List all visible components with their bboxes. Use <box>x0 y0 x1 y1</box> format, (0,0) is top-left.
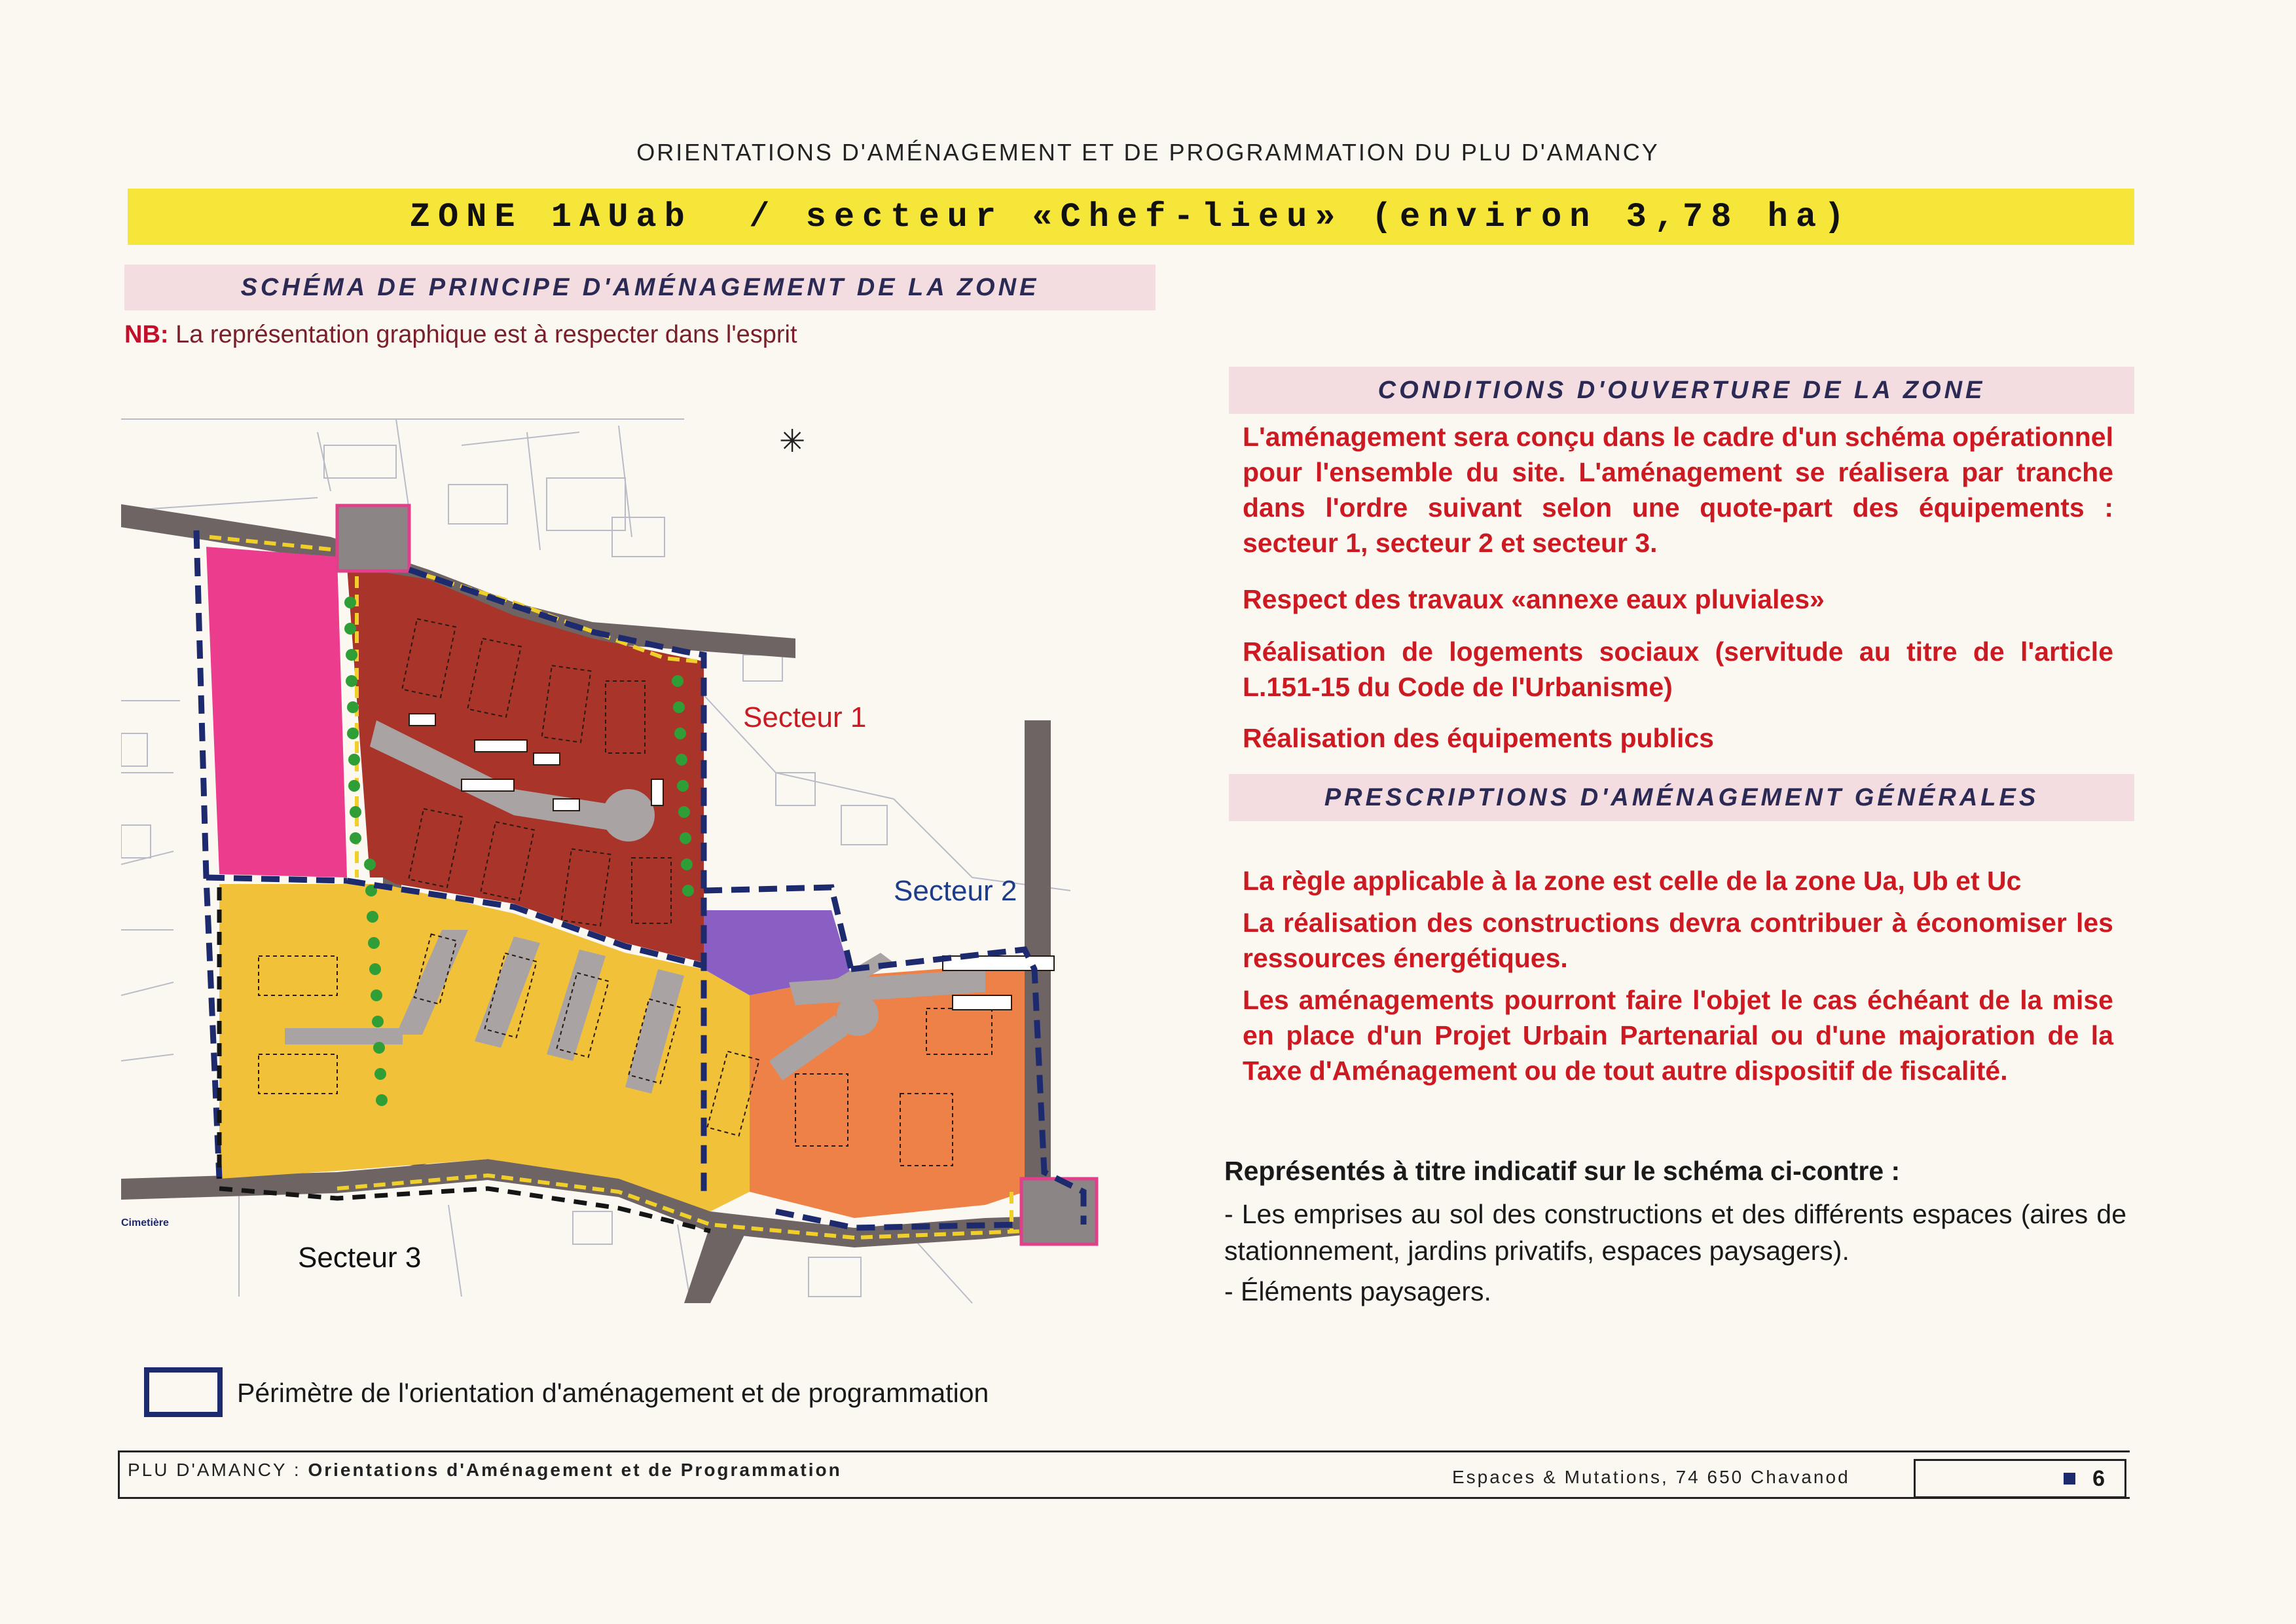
represented-item-1: - Les emprises au sol des constructions et des différents espaces (aires de stationnement, jardins privatifs, espaces paysagers). <box>1224 1199 2126 1266</box>
zone-banner <box>128 189 2134 245</box>
cimetiere-label: Cimetière <box>121 1217 169 1228</box>
access-point-north <box>337 506 409 571</box>
conditions-paragraph-4: Réalisation des équipements publics <box>1243 723 1714 753</box>
page-bullet-icon <box>2064 1473 2075 1485</box>
footer-left <box>128 1460 842 1481</box>
prescriptions-paragraph-3: Les aménagements pourront faire l'objet le cas échéant de la mise en place d'un Projet Urbain Partenarial ou d'une majoration de la Taxe d'Aménagement ou de tout autre dispositif de fiscalité. <box>1243 985 2113 1086</box>
footer-company: Espaces & Mutations, 74 650 Chavanod <box>1452 1467 1850 1487</box>
represented-title: Représentés à titre indicatif sur le schéma ci-contre : <box>1224 1156 1901 1186</box>
schema-heading: SCHÉMA DE PRINCIPE D'AMÉNAGEMENT DE LA ZONE <box>124 265 1156 310</box>
secteur1-label: Secteur 1 <box>743 701 867 733</box>
site-plan-map <box>121 406 1142 1310</box>
access-point-south <box>1021 1179 1097 1244</box>
prescriptions-paragraph-2: La réalisation des constructions devra contribuer à économiser les ressources énergétiques. <box>1243 908 2113 973</box>
conditions-paragraph-3: Réalisation de logements sociaux (servitude au titre de l'article L.151-15 du Code de l'Urbanisme) <box>1243 637 2113 702</box>
prescriptions-paragraph-1: La règle applicable à la zone est celle de la zone Ua, Ub et Uc <box>1243 866 2022 896</box>
represented-item-2: - Éléments paysagers. <box>1224 1276 1491 1306</box>
page-number: 6 <box>2092 1466 2105 1491</box>
nb-note <box>124 321 797 349</box>
conditions-paragraph-2: Respect des travaux «annexe eaux pluviales» <box>1243 584 1825 614</box>
north-arrow-icon: ✳ <box>779 424 806 459</box>
conditions-paragraph-1: L'aménagement sera conçu dans le cadre d'un schéma opérationnel pour l'ensemble du site. L'aménagement se réalisera par tranche dans l'ordre suivant selon une quote-part des équipements : secteur 1, secteur 2 et secteur 3. <box>1243 422 2113 558</box>
conditions-heading: CONDITIONS D'OUVERTURE DE LA ZONE <box>1229 367 2134 414</box>
document-header: ORIENTATIONS D'AMÉNAGEMENT ET DE PROGRAMMATION DU PLU D'AMANCY <box>636 139 1660 166</box>
footer-title: Orientations d'Aménagement et de Programmation <box>308 1460 842 1480</box>
zone-title: ZONE 1AUab / secteur «Chef-lieu» (environ 3,78 ha) <box>409 197 1853 236</box>
footer-plu: PLU D'AMANCY : <box>128 1460 301 1480</box>
secteur3-label: Secteur 3 <box>298 1242 422 1274</box>
perimeter-legend-label: Périmètre de l'orientation d'aménagement et de programmation <box>237 1378 989 1408</box>
secteur2-label: Secteur 2 <box>894 875 1017 907</box>
nb-text: La représentation graphique est à respecter dans l'esprit <box>175 321 797 348</box>
pink-zone <box>206 547 347 877</box>
nb-label: NB: <box>124 321 169 348</box>
prescriptions-heading: PRESCRIPTIONS D'AMÉNAGEMENT GÉNÉRALES <box>1229 774 2134 821</box>
perimeter-legend-swatch <box>144 1367 223 1417</box>
page-number-box <box>1914 1459 2126 1498</box>
